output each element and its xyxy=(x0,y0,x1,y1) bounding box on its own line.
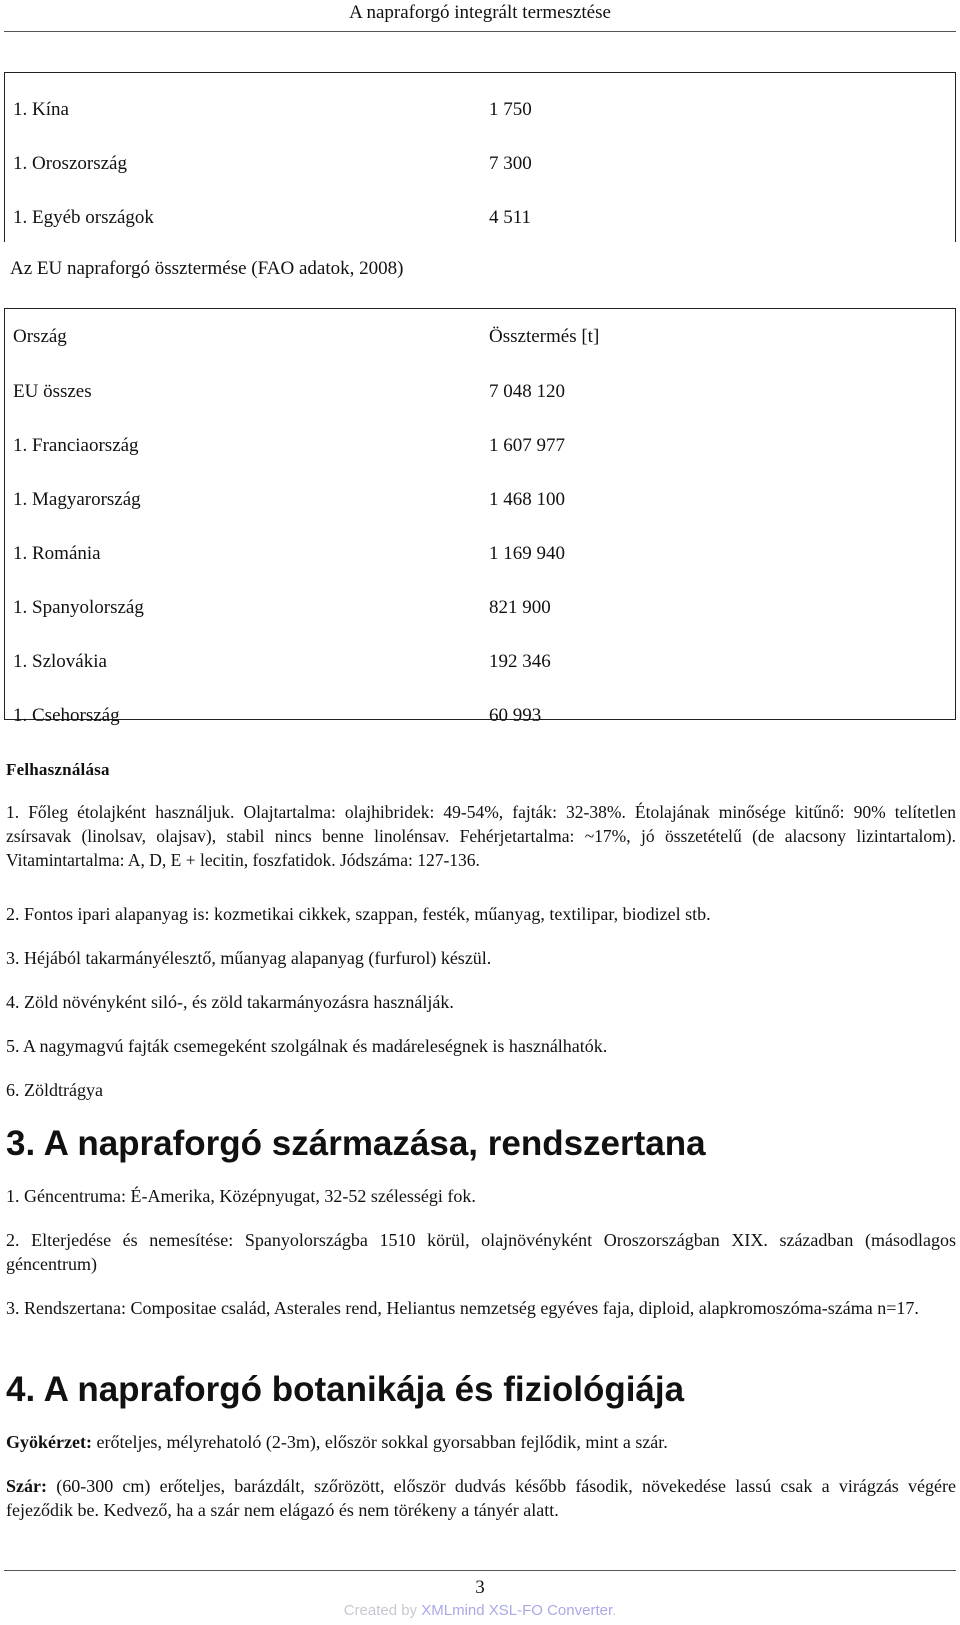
credit-suffix: . xyxy=(612,1602,617,1619)
usage-item-1: 1. Főleg étolajként használjuk. Olajtartalma: olajhibridek: 49-54%, fajták: 32-38%. Étolajának minősége kitűnő: 90% telítetlen zsírsavak (linolsav, olajsav), stabil nincs benne linolénsav. Fehérjetartalma: ~17%, jó összetételű (de alacsony lizintartalom). Vitamintartalma: A, D, E + lecitin, foszfatidok. Jódszáma: 127-136. xyxy=(6,802,956,870)
usage-item-3: 3. Héjából takarmányélesztő, műanyag alapanyag (furfurol) készül. xyxy=(6,948,492,968)
root-paragraph xyxy=(6,1430,956,1454)
country-cell: 1. Franciaország xyxy=(13,435,139,456)
value-cell: 60 993 xyxy=(489,705,542,726)
footer-divider xyxy=(4,1570,956,1571)
table-row xyxy=(5,419,955,473)
value-cell: 1 607 977 xyxy=(489,435,565,456)
value-cell: 4 511 xyxy=(489,207,532,228)
column-header-country: Ország xyxy=(13,326,67,347)
section-4-heading: 4. A napraforgó botanikája és fiziológiája xyxy=(6,1370,685,1409)
section-3-heading: 3. A napraforgó származása, rendszertana xyxy=(6,1124,706,1163)
country-cell: 1. Oroszország xyxy=(13,153,127,174)
origin-item-1: 1. Géncentruma: É-Amerika, Középnyugat, 32-52 szélességi fok. xyxy=(6,1186,476,1206)
credit-brand: XMLmind XSL-FO Converter xyxy=(421,1602,613,1619)
page-number: 3 xyxy=(475,1577,485,1598)
value-cell: 192 346 xyxy=(489,651,551,672)
country-cell: 1. Magyarország xyxy=(13,489,141,510)
country-cell: 1. Kína xyxy=(13,99,69,120)
country-cell: EU összes xyxy=(13,381,92,402)
value-cell: 1 468 100 xyxy=(489,489,565,510)
table-row xyxy=(5,689,955,743)
country-cell: 1. Spanyolország xyxy=(13,597,144,618)
root-text: erőteljes, mélyrehatoló (2-3m), először sokkal gyorsabban fejlődik, mint a szár. xyxy=(91,1432,668,1452)
table-row xyxy=(5,473,955,527)
usage-item-2: 2. Fontos ipari alapanyag is: kozmetikai cikkek, szappan, festék, műanyag, textilipar, biodizel stb. xyxy=(6,904,711,924)
country-cell: 1. Egyéb országok xyxy=(13,207,154,228)
column-header-total: Össztermés [t] xyxy=(489,326,600,347)
table-row xyxy=(5,527,955,581)
value-cell: 7 300 xyxy=(489,153,532,174)
stem-text: (60-300 cm) erőteljes, barázdált, szőrözött, először dudvás később fásodik, növekedése lassú csak a virágzás végére fejeződik be. Kedvező, ha a szár nem elágazó és nem törékeny a tányér alatt. xyxy=(6,1476,956,1520)
running-header xyxy=(4,0,956,30)
root-label: Gyökérzet: xyxy=(6,1432,92,1452)
table-row xyxy=(5,191,955,245)
stem-paragraph xyxy=(6,1474,956,1522)
table-row xyxy=(5,83,955,137)
country-cell: 1. Csehország xyxy=(13,705,120,726)
usage-item-4: 4. Zöld növényként siló-, és zöld takarmányozásra használják. xyxy=(6,992,454,1012)
origin-item-2: 2. Elterjedése és nemesítése: Spanyolországba 1510 körül, olajnövényként Oroszországban XIX. században (másodlagos géncentrum) xyxy=(6,1230,956,1274)
table-row xyxy=(5,635,955,689)
table-header-row xyxy=(5,309,955,365)
credit-prefix: Created by xyxy=(343,1602,422,1619)
header-divider xyxy=(4,31,956,32)
origin-item-3: 3. Rendszertana: Compositae család, Asterales rend, Heliantus nemzetség egyéves faja, diploid, alapkromoszóma-száma n=17. xyxy=(6,1298,919,1318)
world-production-table xyxy=(4,72,956,242)
usage-heading: Felhasználása xyxy=(6,760,110,779)
value-cell: 7 048 120 xyxy=(489,381,565,402)
header-title: A napraforgó integrált termesztése xyxy=(349,2,611,23)
country-cell: 1. Szlovákia xyxy=(13,651,107,672)
value-cell: 1 169 940 xyxy=(489,543,565,564)
usage-item-6: 6. Zöldtrágya xyxy=(6,1080,103,1100)
converter-credit xyxy=(0,1602,960,1619)
value-cell: 821 900 xyxy=(489,597,551,618)
table-row xyxy=(5,137,955,191)
table-row xyxy=(5,365,955,419)
eu-table-caption: Az EU napraforgó össztermése (FAO adatok, 2008) xyxy=(10,258,404,279)
table-row xyxy=(5,581,955,635)
value-cell: 1 750 xyxy=(489,99,532,120)
usage-item-5: 5. A nagymagvú fajták csemegeként szolgálnak és madáreleségnek is használhatók. xyxy=(6,1036,608,1056)
country-cell: 1. Románia xyxy=(13,543,101,564)
stem-label: Szár: xyxy=(6,1476,47,1496)
eu-production-table xyxy=(4,308,956,726)
